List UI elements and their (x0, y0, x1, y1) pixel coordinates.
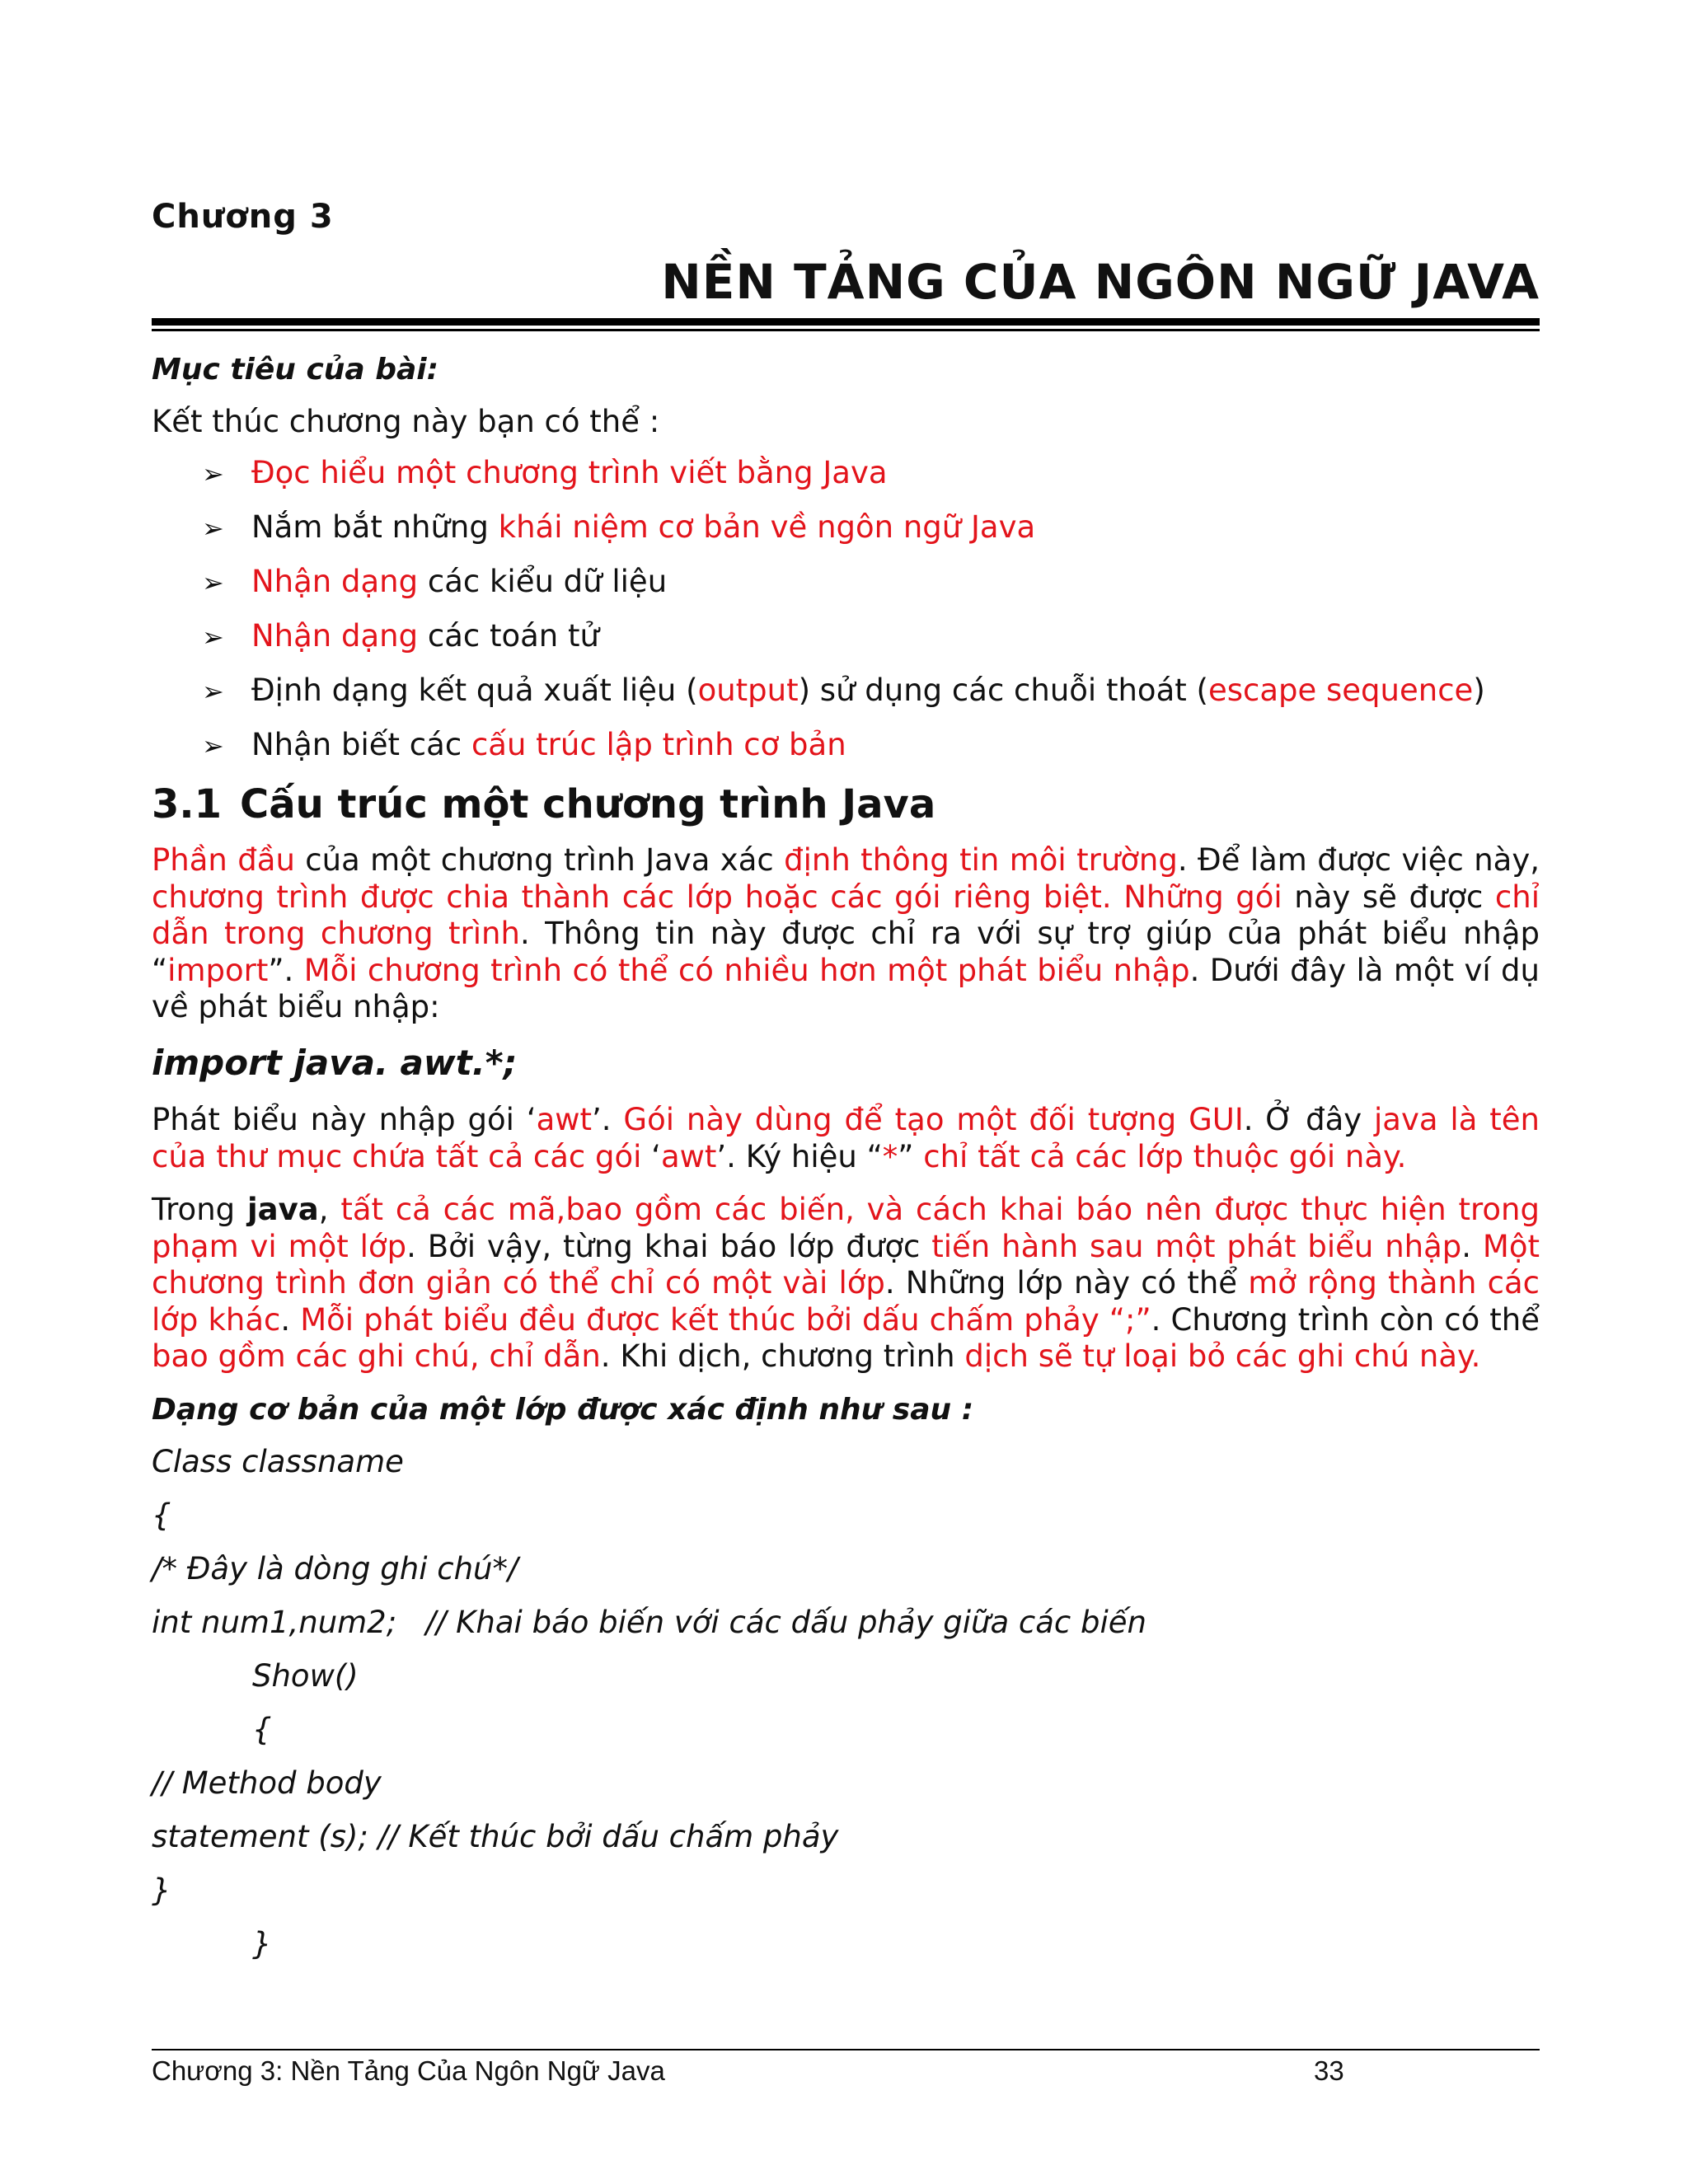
paragraph-class-scope: Trong java, tất cả các mã,bao gồm các biến, và cách khai báo nên được thực hiện trong phạm vi một lớp. Bởi vậy, từng khai báo lớp được tiến hành sau một phát biểu nhập. Một chương trình đơn giản có thể chỉ có một vài lớp. Những lớp này có thể mở rộng thành các lớp khác. Mỗi phát biểu đều được kết thúc bởi dấu chấm phảy “;”. Chương trình còn có thể bao gồm các ghi chú, chỉ dẫn. Khi dịch, chương trình dịch sẽ tự loại bỏ các ghi chú này. (152, 1192, 1540, 1374)
class-form-heading: Dạng cơ bản của một lớp được xác định như sau : (152, 1393, 974, 1427)
objective-item: ➢ Nắm bắt những khái niệm cơ bản về ngôn ngữ Java (202, 509, 1036, 545)
chapter-title: NỀN TẢNG CỦA NGÔN NGỮ JAVA (661, 254, 1540, 310)
code-example (152, 1442, 1146, 1978)
footer-chapter-title: Chương 3: Nền Tảng Của Ngôn Ngữ Java (152, 2055, 665, 2086)
code-line: } (252, 1926, 272, 1961)
title-rule-thin (152, 329, 1540, 331)
paragraph-import-explanation: Phát biểu này nhập gói ‘awt’. Gói này dùng để tạo một đối tượng GUI. Ở đây java là tên của thư mục chứa tất cả các gói ‘awt’. Ký hiệu “*” chỉ tất cả các lớp thuộc gói này. (152, 1102, 1540, 1174)
code-line: } (152, 1872, 171, 1908)
arrow-bullet-icon: ➢ (202, 621, 224, 653)
paragraph-program-structure: Phần đầu của một chương trình Java xác định thông tin môi trường. Để làm được việc này, chương trình được chia thành các lớp hoặc các gói riêng biệt. Những gói này sẽ được chỉ dẫn trong chương trình. Thông tin này được chỉ ra với sự trợ giúp của phát biểu nhập “import”. Mỗi chương trình có thể có nhiều hơn một phát biểu nhập. Dưới đây là một ví dụ về phát biểu nhập: (152, 842, 1540, 1024)
objectives-list (202, 455, 1485, 781)
code-line: { (152, 1497, 171, 1533)
footer-rule (152, 2049, 1540, 2050)
import-example: import java. awt.*; (152, 1043, 518, 1083)
page-number: 33 (1314, 2055, 1344, 2086)
code-line: Show() (252, 1658, 359, 1694)
objectives-title: Mục tiêu của bài: (152, 353, 439, 387)
objective-item: ➢ Nhận biết các cấu trúc lập trình cơ bản (202, 727, 846, 762)
section-number: 3.1 (152, 781, 223, 827)
chapter-label: Chương 3 (152, 198, 334, 236)
code-line: Class classname (152, 1444, 404, 1479)
objective-item: ➢ Đọc hiểu một chương trình viết bằng Java (202, 455, 888, 490)
code-line: // Method body (152, 1765, 382, 1801)
title-rule-thick (152, 318, 1540, 326)
arrow-bullet-icon: ➢ (202, 458, 224, 490)
section-heading (152, 781, 935, 827)
code-line: int num1,num2; // Khai báo biến với các dấu phảy giữa các biến (152, 1605, 1146, 1640)
code-line: /* Đây là dòng ghi chú*/ (152, 1551, 518, 1586)
objective-item: ➢ Định dạng kết quả xuất liệu (output) sử dụng các chuỗi thoát (escape sequence) (202, 673, 1485, 708)
arrow-bullet-icon: ➢ (202, 513, 224, 544)
section-title: Cấu trúc một chương trình Java (240, 781, 936, 827)
objective-item: ➢ Nhận dạng các kiểu dữ liệu (202, 564, 668, 599)
code-line: statement (s); // Kết thúc bởi dấu chấm phảy (152, 1819, 839, 1854)
objectives-intro: Kết thúc chương này bạn có thể : (152, 404, 660, 439)
code-line: { (252, 1712, 272, 1747)
arrow-bullet-icon: ➢ (202, 676, 224, 707)
arrow-bullet-icon: ➢ (202, 730, 224, 762)
arrow-bullet-icon: ➢ (202, 567, 224, 598)
objective-item: ➢ Nhận dạng các toán tử (202, 618, 599, 654)
